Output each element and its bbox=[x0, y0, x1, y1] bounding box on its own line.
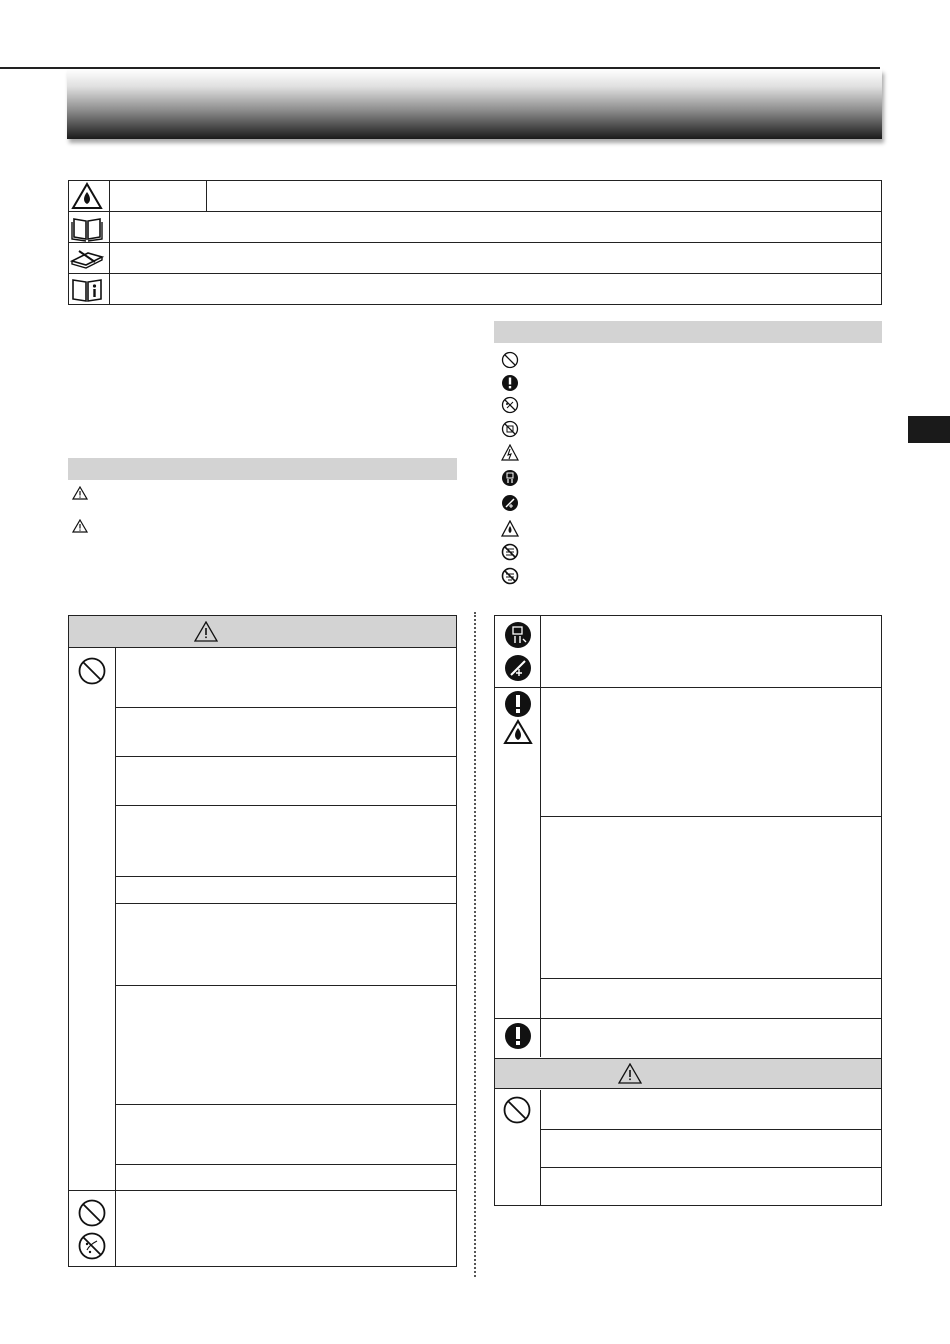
caution-icon-column-divider bbox=[540, 1090, 541, 1205]
row-divider bbox=[115, 707, 456, 708]
fire-icon bbox=[503, 719, 533, 745]
unplug-icon bbox=[504, 621, 532, 649]
symbol-row-fire bbox=[69, 181, 110, 212]
row-divider bbox=[115, 903, 456, 904]
symbol-table bbox=[68, 180, 882, 305]
prohibited-icon bbox=[77, 656, 107, 686]
symbol-row-manual-desc bbox=[110, 212, 882, 243]
caution-triangle-icon bbox=[72, 519, 88, 533]
warning-icon-column-divider bbox=[115, 648, 116, 1266]
group-divider bbox=[69, 1190, 456, 1191]
row-divider bbox=[115, 1164, 456, 1165]
no-object-icon bbox=[501, 567, 519, 585]
mandatory-icon bbox=[504, 1022, 532, 1050]
warning-header-bar bbox=[69, 616, 456, 648]
symbol-row-service bbox=[69, 243, 110, 274]
row-divider bbox=[115, 985, 456, 986]
row-divider bbox=[115, 756, 456, 757]
info-manual-icon bbox=[69, 274, 105, 304]
symbol-row-info-desc bbox=[110, 274, 882, 305]
warning-triangle-icon bbox=[72, 486, 88, 500]
symbol-row-fire-desc bbox=[207, 181, 882, 212]
caution-header-icon bbox=[618, 1063, 642, 1084]
electric-shock-icon bbox=[501, 444, 519, 461]
column-separator bbox=[474, 612, 476, 1277]
prohibited-icon bbox=[501, 351, 519, 369]
prohibited-icon bbox=[502, 1095, 532, 1125]
prohibited-icon bbox=[77, 1198, 107, 1228]
section-bar-right bbox=[494, 321, 882, 343]
language-tab bbox=[908, 416, 950, 443]
mandatory-icon bbox=[504, 690, 532, 718]
no-wet-hands-icon bbox=[501, 396, 519, 414]
row-divider bbox=[115, 805, 456, 806]
earth-icon bbox=[501, 494, 519, 512]
symbol-row-info bbox=[69, 274, 110, 305]
manual-icon bbox=[69, 212, 105, 242]
service-manual-icon bbox=[69, 243, 105, 273]
row-divider bbox=[540, 1129, 881, 1130]
symbol-row-fire-label bbox=[110, 181, 207, 212]
section-bar-left bbox=[68, 458, 457, 480]
warning-header-icon bbox=[194, 621, 218, 642]
right-warning-box bbox=[494, 615, 882, 1206]
warning-box bbox=[68, 615, 457, 1267]
row-divider bbox=[115, 1104, 456, 1105]
no-wet-hands-icon bbox=[77, 1231, 107, 1261]
row-divider bbox=[540, 1167, 881, 1168]
group-divider bbox=[495, 1018, 881, 1019]
row-divider bbox=[115, 876, 456, 877]
title-banner bbox=[67, 69, 882, 139]
unplug-icon bbox=[501, 469, 519, 487]
fire-warning-icon bbox=[69, 181, 105, 211]
mandatory-icon bbox=[501, 374, 519, 392]
row-divider bbox=[540, 978, 881, 979]
row-divider bbox=[540, 816, 881, 817]
symbol-row-manual bbox=[69, 212, 110, 243]
no-water-icon bbox=[501, 420, 519, 438]
right-icon-column-divider bbox=[540, 616, 541, 1057]
earth-icon bbox=[504, 654, 532, 682]
fire-icon bbox=[501, 520, 519, 537]
group-divider bbox=[495, 687, 881, 688]
caution-header-bar bbox=[495, 1058, 881, 1089]
symbol-row-service-desc bbox=[110, 243, 882, 274]
no-touch-icon bbox=[501, 543, 519, 561]
